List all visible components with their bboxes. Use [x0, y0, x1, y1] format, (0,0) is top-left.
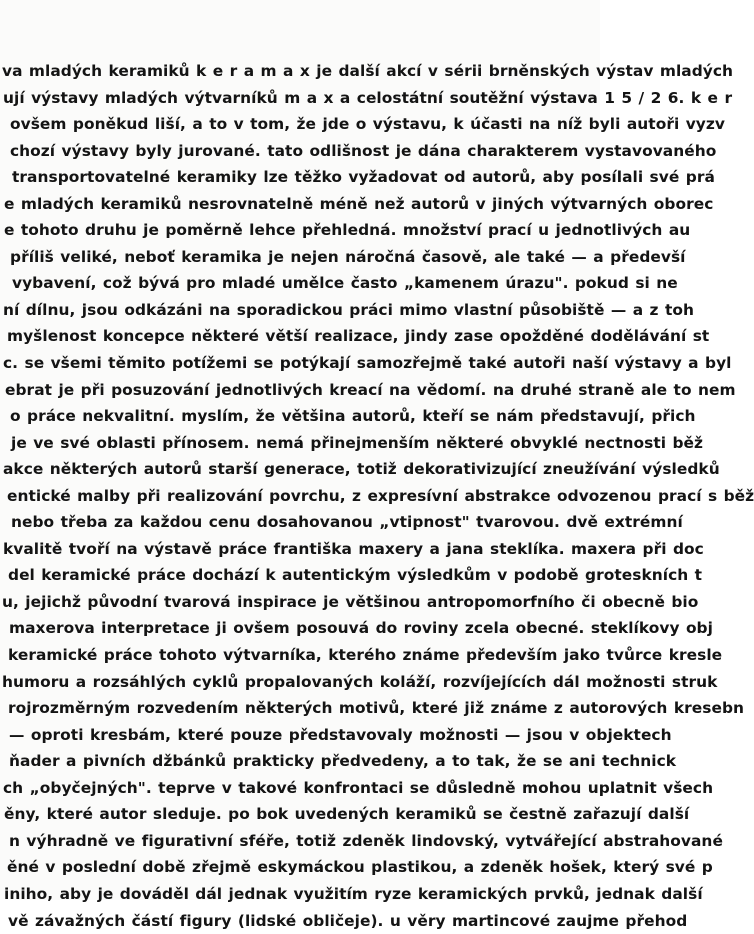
text-line: chozí výstavy byly jurované. tato odlišnost je dána charakterem vystavovaného	[0, 138, 600, 165]
text-line: transportovatelné keramiky lze těžko vyžadovat od autorů, aby posílali své prá	[0, 164, 600, 191]
text-line: va mladých keramiků k e r a m a x je další akcí v sérii brněnských výstav mladých	[0, 58, 600, 85]
text-line: vě závažných částí figury (lidské obličeje). u věry martincové zaujme přehod	[0, 908, 600, 934]
text-line: humoru a rozsáhlých cyklů propalovaných koláží, rozvíjejících dál možnosti struk	[0, 669, 600, 696]
text-line: c. se všemi těmito potížemi se potýkají samozřejmě také autoři naší výstavy a byl	[0, 350, 600, 377]
text-line: akce některých autorů starší generace, totiž dekorativizující zneužívání výsledků	[0, 456, 600, 483]
text-line: e tohoto druhu je poměrně lehce přehledná. množství prací u jednotlivých au	[0, 217, 600, 244]
text-line: del keramické práce dochází k autentickým výsledkům v podobě groteskních t	[0, 562, 600, 589]
text-line: ovšem poněkud liší, a to v tom, že jde o výstavu, k účasti na níž byli autoři vyzv	[0, 111, 600, 138]
text-line: ňader a pivních džbánků prakticky předvedeny, a to tak, že se ani technick	[0, 748, 600, 775]
text-line: ují výstavy mladých výtvarníků m a x a celostátní soutěžní výstava 1 5 / 2 6. k e r	[0, 85, 600, 112]
text-line: ěny, které autor sleduje. po bok uvedených keramiků se čestně zařazují další	[0, 801, 600, 828]
text-line: ěné v poslední době zřejmě eskymáckou plastikou, a zdeněk hošek, který své p	[0, 854, 600, 881]
text-line: vybavení, což bývá pro mladé umělce často „kamenem úrazu". pokud si ne	[0, 270, 600, 297]
text-line: ní dílnu, jsou odkázáni na sporadickou práci mimo vlastní působiště — a z toh	[0, 297, 600, 324]
text-line: o práce nekvalitní. myslím, že většina autorů, kteří se nám představují, přich	[0, 403, 600, 430]
body-text	[0, 58, 600, 934]
text-line: iniho, aby je dováděl dál jednak využitím ryze keramických prvků, jednak další	[0, 881, 600, 908]
text-line: kvalitě tvoří na výstavě práce františka maxery a jana steklíka. maxera při doc	[0, 536, 600, 563]
text-line: ebrat je při posuzování jednotlivých kreací na vědomí. na druhé straně ale to nem	[0, 377, 600, 404]
text-line: — oproti kresbám, které pouze představovaly možnosti — jsou v objektech	[0, 722, 600, 749]
text-line: nebo třeba za každou cenu dosahovanou „vtipnost" tvarovou. dvě extrémní	[0, 509, 600, 536]
text-line: u, jejichž původní tvarová inspirace je většinou antropomorfního či obecně bio	[0, 589, 600, 616]
text-line: je ve své oblasti přínosem. nemá přinejmenším některé obvyklé nectnosti běž	[0, 430, 600, 457]
text-line: myšlenost koncepce některé větší realizace, jindy zase opožděné dodělávání st	[0, 323, 600, 350]
text-line: n výhradně ve figurativní sféře, totiž zdeněk lindovský, vytvářející abstrahované	[0, 828, 600, 855]
text-line: maxerova interpretace ji ovšem posouvá do roviny zcela obecné. steklíkovy obj	[0, 615, 600, 642]
text-line: rojrozměrným rozvedením některých motivů, které již známe z autorových kresebn	[0, 695, 600, 722]
text-line: ch „obyčejných". teprve v takové konfrontaci se důsledně mohou uplatnit všech	[0, 775, 600, 802]
text-line: entické malby při realizování povrchu, z expresívní abstrakce odvozenou prací s běž	[0, 483, 600, 510]
text-line: příliš veliké, neboť keramika je nejen náročná časově, ale také — a předevší	[0, 244, 600, 271]
text-line: e mladých keramiků nesrovnatelně méně než autorů v jiných výtvarných oborec	[0, 191, 600, 218]
text-line: keramické práce tohoto výtvarníka, kterého známe především jako tvůrce kresle	[0, 642, 600, 669]
